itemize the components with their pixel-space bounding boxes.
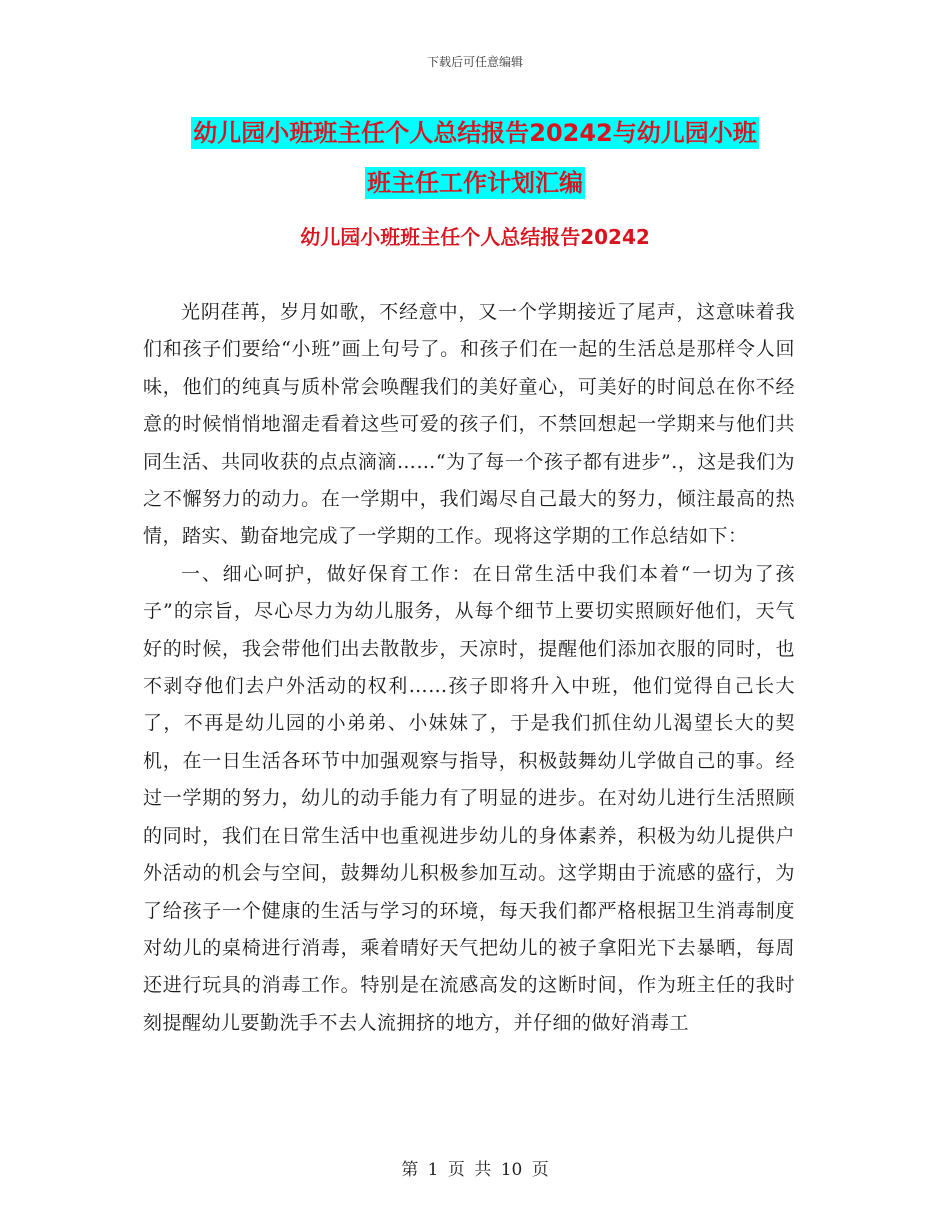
document-title-line-1: 幼儿园小班班主任个人总结报告20242与幼儿园小班 xyxy=(193,119,757,147)
section-title: 幼儿园小班班主任个人总结报告20242 xyxy=(300,225,650,249)
body-text xyxy=(143,294,795,1042)
header-note: 下载后可任意编辑 xyxy=(426,55,523,69)
document-title-line-2: 班主任工作计划汇编 xyxy=(367,169,583,197)
paragraph-care-work: 一、细心呵护，做好保育工作：在日常生活中我们本着“一切为了孩子”的宗旨，尽心尽力为幼儿服务，从每个细节上要切实照顾好他们，天气好的时候，我会带他们出去散散步，天凉时，提醒他们添加衣服的同时，也不剥夺他们去户外活动的权利……孩子即将升入中班，他们觉得自己长大了，不再是幼儿园的小弟弟、小妹妹了，于是我们抓住幼儿渴望长大的契机，在一日生活各环节中加强观察与指导，积极鼓舞幼儿学做自己的事。经过一学期的努力，幼儿的动手能力有了明显的进步。在对幼儿进行生活照顾的同时，我们在日常生活中也重视进步幼儿的身体素养，积极为幼儿提供户外活动的机会与空间，鼓舞幼儿积极参加互动。这学期由于流感的盛行，为了给孩子一个健康的生活与学习的环境，每天我们都严格根据卫生消毒制度对幼儿的桌椅进行消毒，乘着晴好天气把幼儿的被子拿阳光下去暴晒，每周还进行玩具的消毒工作。特别是在流感高发的这断时间，作为班主任的我时刻提醒幼儿要勤洗手不去人流拥挤的地方，并仔细的做好消毒工 xyxy=(143,562,795,1034)
paragraph-intro: 光阴荏苒，岁月如歌，不经意中，又一个学期接近了尾声，这意味着我们和孩子们要给“小班”画上句号了。和孩子们在一起的生活总是那样令人回味，他们的纯真与质朴常会唤醒我们的美好童心，可美好的时间总在你不经意的时候悄悄地溜走看着这些可爱的孩子们，不禁回想起一学期来与他们共同生活、共同收获的点点滴滴……“为了每一个孩子都有进步”.，这是我们为之不懈努力的动力。在一学期中，我们竭尽自己最大的努力，倾注最高的热情，踏实、勤奋地完成了一学期的工作。现将这学期的工作总结如下： xyxy=(143,301,795,548)
page-footer: 第 1 页 共 10 页 xyxy=(401,1160,549,1180)
document-title xyxy=(145,108,805,208)
